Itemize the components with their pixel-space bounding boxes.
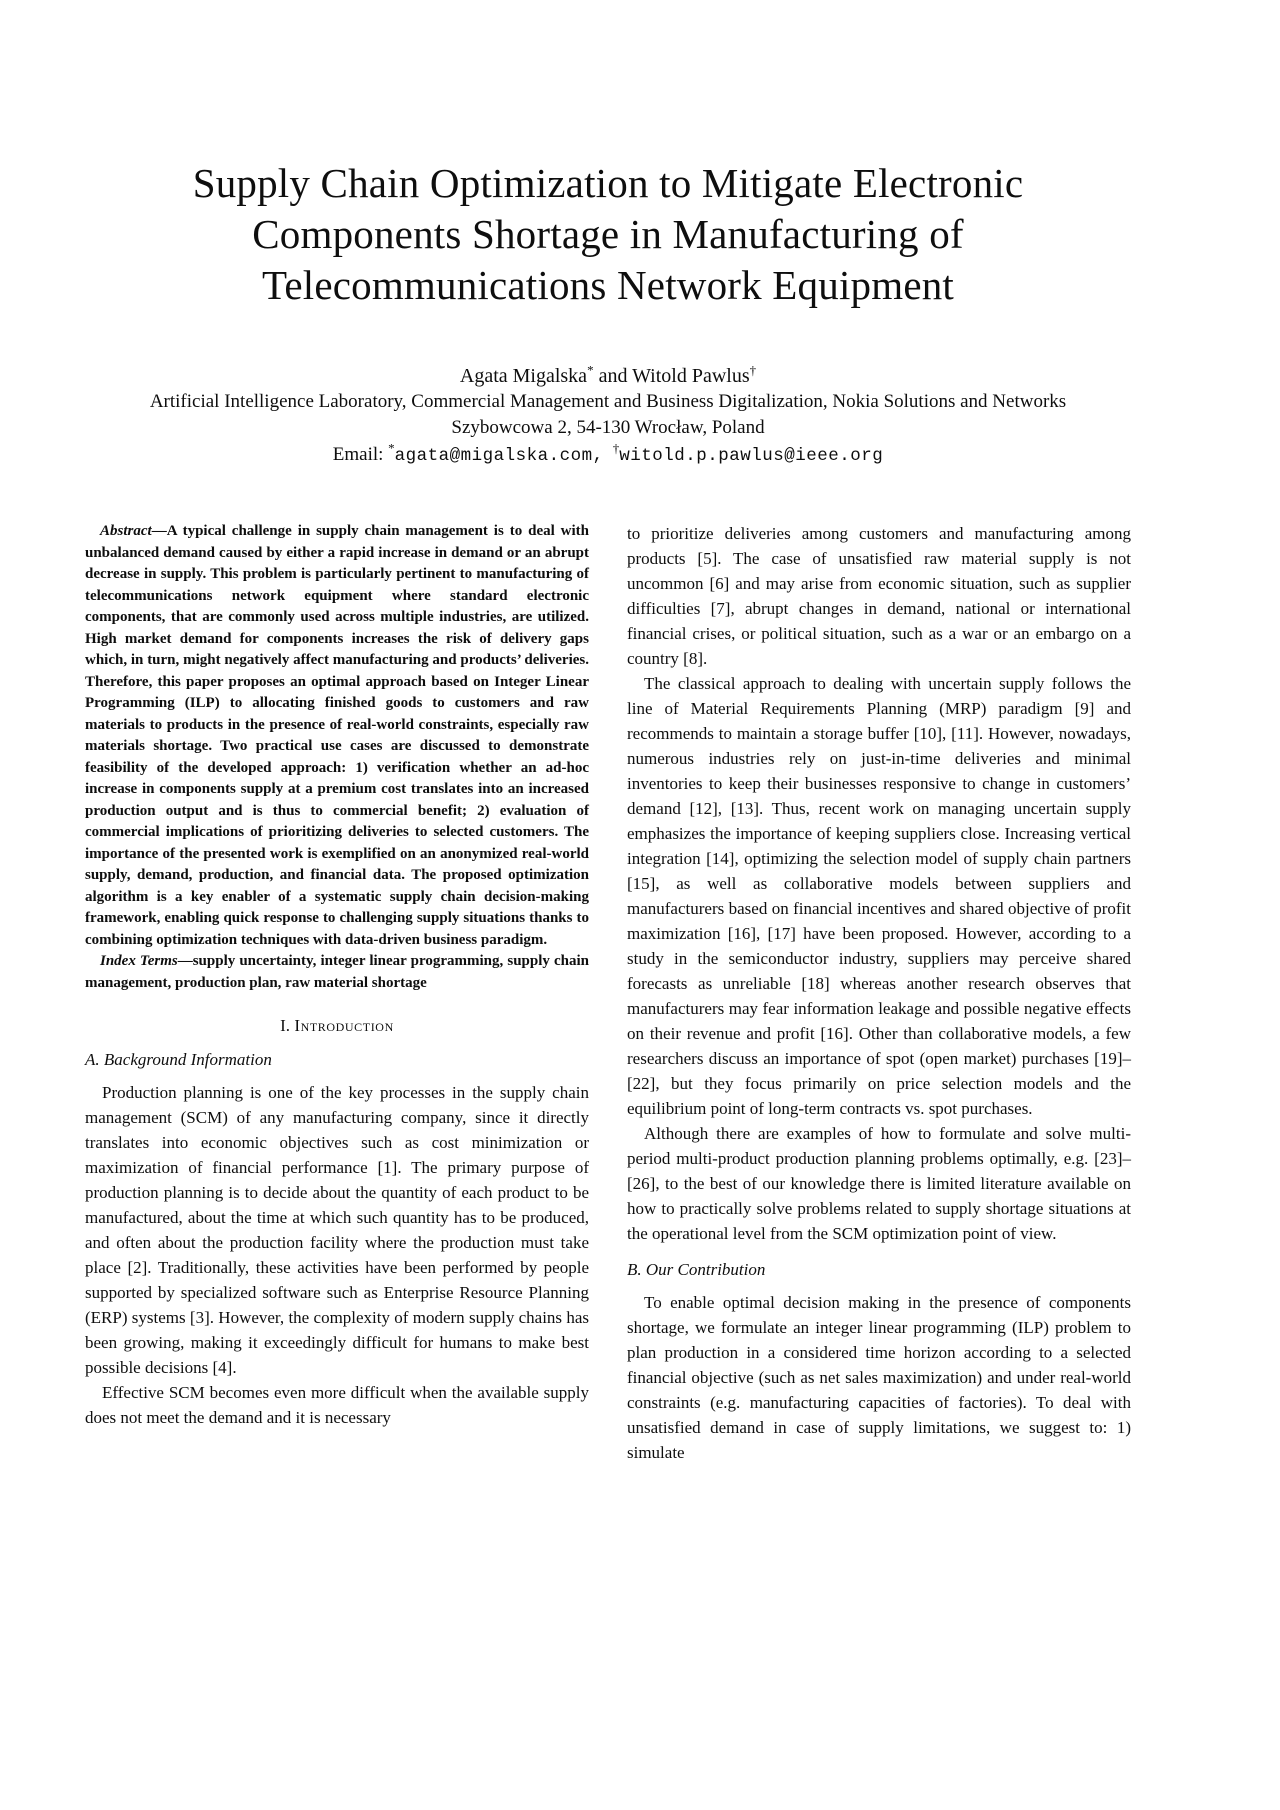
author-2: Witold Pawlus (632, 365, 750, 387)
author-1: Agata Migalska (459, 365, 588, 387)
index-terms-body: —supply uncertainty, integer linear programming, supply chain management, production plan, raw material shortage (85, 953, 589, 991)
right-column (627, 521, 1131, 1465)
email-2-mark: † (612, 440, 620, 456)
left-column (85, 521, 589, 1465)
email-address-1: agata@migalska.com, (394, 446, 604, 466)
paper-title-line-3: Telecommunications Network Equipment (261, 262, 955, 308)
email-line (85, 442, 1131, 469)
body-paragraph: The classical approach to dealing with uncertain supply follows the line of Material Requirements Planning (MRP) paradigm [9] and recommends to maintain a storage buffer [10], [11]. However, nowadays, numerous industries rely on just-in-time deliveries and minimal inventories to keep their businesses responsive to change in customers’ demand [12], [13]. Thus, recent work on managing uncertain supply emphasizes the importance of keeping suppliers close. Increasing vertical integration [14], optimizing the selection model of supply chain partners [15], as well as collaborative models between suppliers and manufacturers based on financial incentives and shared objective of profit maximization [16], [17] have been proposed. However, according to a study in the semiconductor industry, suppliers may perceive shared forecasts as unreliable [18] whereas another research observes that manufacturers may fear information leakage and possible negative effects on their revenue and profit [16]. Other than collaborative models, a few researchers discuss an importance of spot (open market) purchases [19]–[22], but they focus primarily on price selection models and the equilibrium point of long-term contracts vs. spot purchases. (627, 674, 1131, 1118)
section-number: I. (280, 1016, 291, 1035)
paper-content (85, 158, 1131, 1465)
abstract-lead: Abstract (100, 523, 152, 539)
email-label: Email: (332, 444, 389, 465)
abstract-body: —A typical challenge in supply chain management is to deal with unbalanced demand caused by either a rapid increase in demand or an abrupt decrease in supply. This problem is particularly pertinent to manufacturing of telecommunications network equipment where standard electronic components, that are commonly used across multiple industries, are utilized. High market demand for components increases the risk of delivery gaps which, in turn, might negatively affect manufacturing and products’ deliveries. Therefore, this paper proposes an optimal approach based on Integer Linear Programming (ILP) to allocating finished goods to customers and raw materials to products in the presence of real-world constraints, especially raw materials shortage. Two practical use cases are discussed to demonstrate feasibility of the developed approach: 1) verification whether an ad-hoc increase in components supply at a premium cost translates into an increased production output and is thus to commercial benefit; 2) evaluation of commercial implications of prioritizing deliveries to selected customers. The importance of the presented work is exemplified on an anonymized real-world supply, demand, production, and financial data. The proposed optimization algorithm is a key enabler of a systematic supply chain decision-making framework, enabling quick response to challenging supply situations thanks to combining optimization techniques with data-driven business paradigm. (85, 523, 589, 948)
paper-title (85, 158, 1131, 311)
paper-title-line-1: Supply Chain Optimization to Mitigate Electronic (192, 160, 1024, 206)
index-terms-lead: Index Terms (100, 953, 178, 969)
email-1-mark: * (388, 440, 395, 456)
email-address-2: witold.p.pawlus@ieee.org (619, 446, 884, 466)
author-separator: and (593, 365, 633, 387)
title-block (85, 158, 1131, 469)
body-paragraph: Although there are examples of how to formulate and solve multi-period multi-product production planning problems optimally, e.g. [23]–[26], to the best of our knowledge there is limited literature available on how to practically solve problems related to supply shortage situations at the operational level from the SCM optimization point of view. (627, 1124, 1131, 1243)
abstract-paragraph (85, 521, 589, 951)
subsection-heading-background-information: A. Background Information (85, 1050, 272, 1069)
paper-title-line-2: Components Shortage in Manufacturing of (252, 211, 964, 257)
author-1-footnote-mark: * (587, 362, 594, 378)
two-column-body (85, 521, 1131, 1465)
index-terms-paragraph (85, 951, 589, 994)
section-title: Introduction (294, 1016, 394, 1035)
body-paragraph: to prioritize deliveries among customers and manufacturing among products [5]. The case of unsatisfied raw material supply is not uncommon [6] and may arise from economic situation, such as supplier difficulties [7], abrupt changes in demand, national or international financial crises, or political situation, such as a war or an embargo on a country [8]. (627, 524, 1131, 668)
section-heading-introduction (85, 1016, 589, 1036)
author-line (85, 363, 1131, 389)
author-2-footnote-mark: † (749, 362, 757, 378)
body-paragraph: Production planning is one of the key processes in the supply chain management (SCM) of any manufacturing company, since it directly translates into economic objectives such as cost minimization or maximization of financial performance [1]. The primary purpose of production planning is to decide about the quantity of each product to be manufactured, about the time at which such quantity has to be produced, and often about the production facility where the production must take place [2]. Traditionally, these activities have been performed by people supported by specialized software such as Enterprise Resource Planning (ERP) systems [3]. However, the complexity of modern supply chains has been growing, making it exceedingly difficult for humans to make best possible decisions [4]. (85, 1083, 589, 1377)
affiliation-line-1: Artificial Intelligence Laboratory, Commercial Management and Business Digitalization, Nokia Solutions and Networks (149, 391, 1067, 412)
affiliation-line-2: Szybowcowa 2, 54-130 Wrocław, Poland (451, 417, 765, 438)
body-paragraph: Effective SCM becomes even more difficult when the available supply does not meet the demand and it is necessary (85, 1383, 589, 1427)
subsection-heading-our-contribution: B. Our Contribution (627, 1260, 766, 1279)
body-paragraph: To enable optimal decision making in the presence of components shortage, we formulate an integer linear programming (ILP) problem to plan production in a considered time horizon according to a selected financial objective (such as net sales maximization) and under real-world constraints (e.g. manufacturing capacities of factories). To deal with unsatisfied demand in case of supply limitations, we suggest to: 1) simulate (627, 1293, 1131, 1462)
